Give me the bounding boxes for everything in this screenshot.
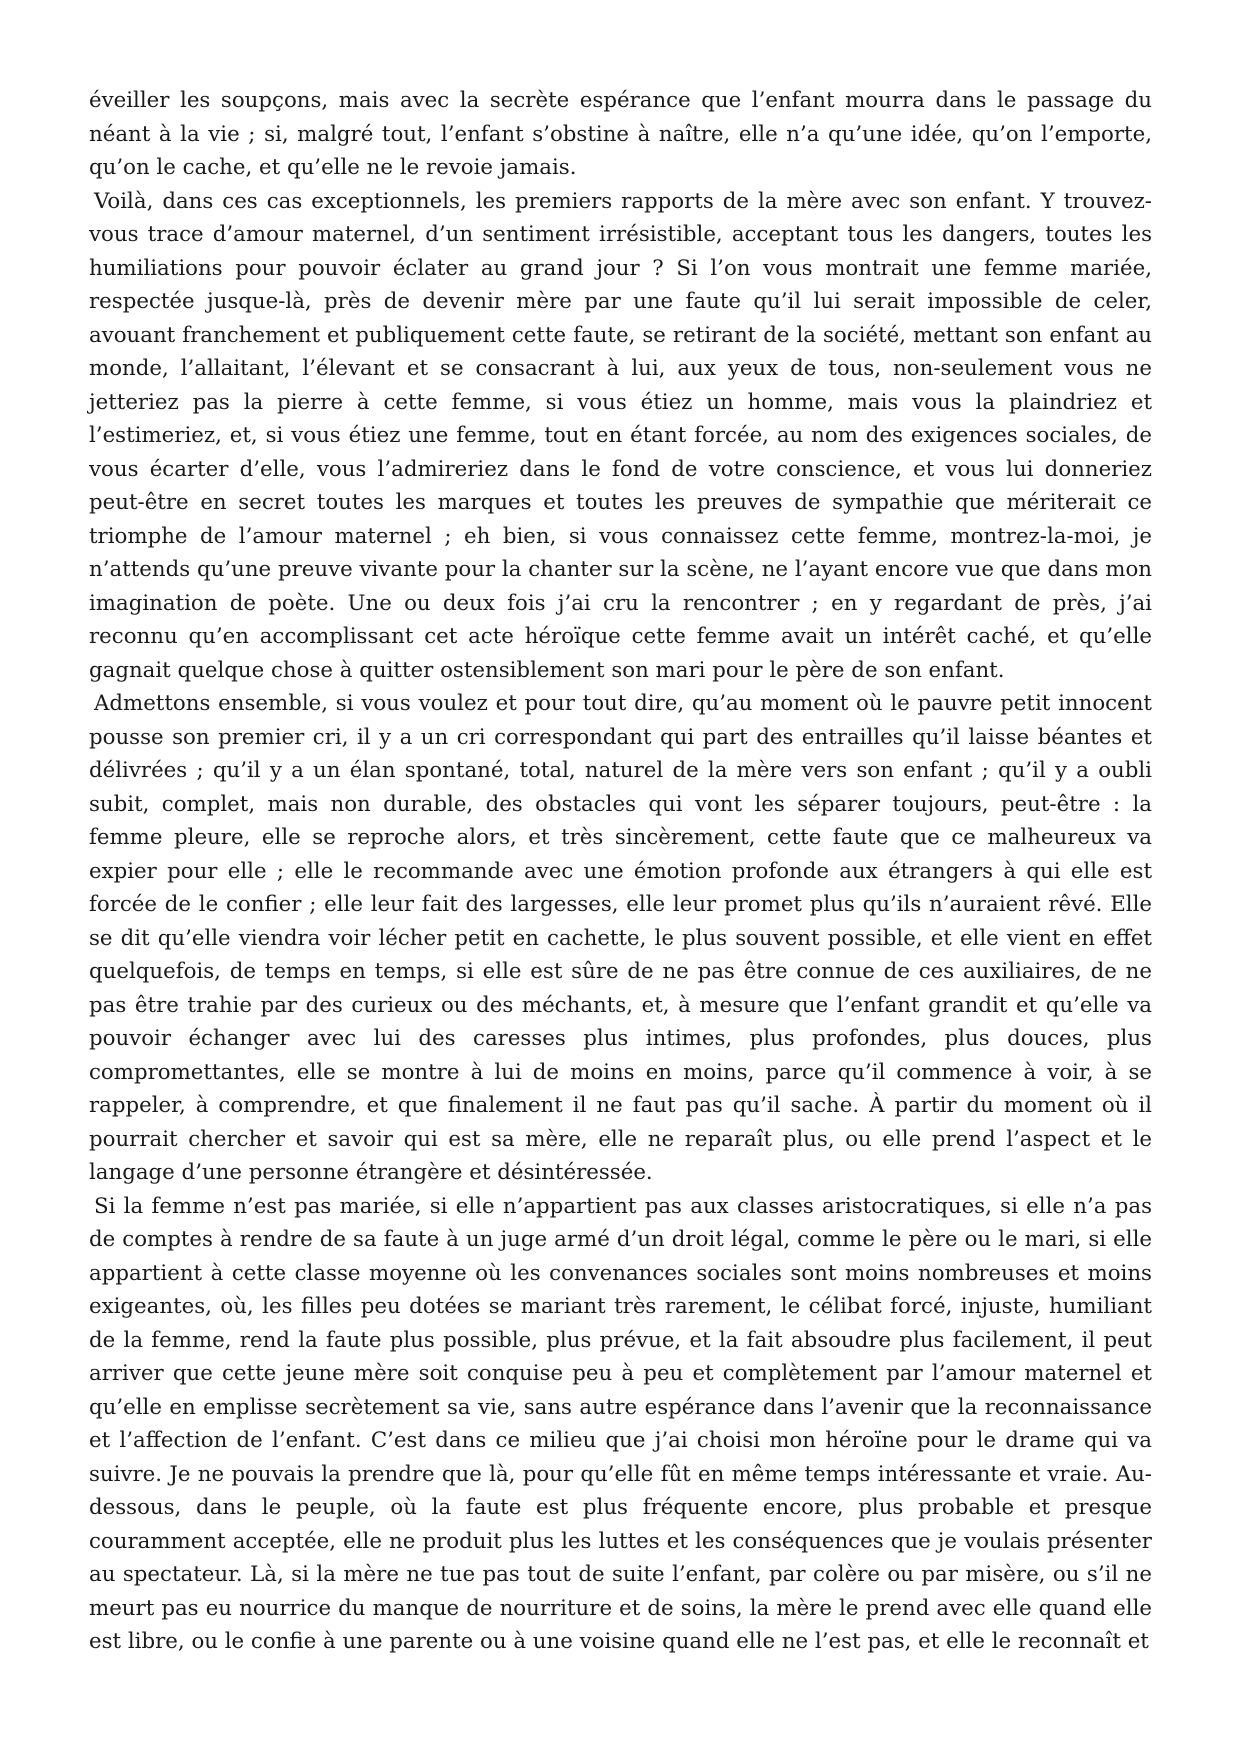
paragraph-4: Si la femme n’est pas mariée, si elle n’appartient pas aux classes aristocratiques, si elle n’a pas de comptes à rendre de sa faute à un juge armé d’un droit légal, comme le père ou le mari, si elle appartient à cette classe moyenne où les convenances sociales sont moins nombreuses et moins exigeantes, où, les filles peu dotées se mariant très rarement, le célibat forcé, injuste, humiliant de la femme, rend la faute plus possible, plus prévue, et la fait absoudre plus facilement, il peut arriver que cette jeune mère soit conquise peu à peu et complètement par l’amour maternel et qu’elle en emplisse secrètement sa vie, sans autre espérance dans l’avenir que la reconnaissance et l’affection de l’enfant. C’est dans ce milieu que j’ai choisi mon héroïne pour le drame qui va suivre. Je ne pouvais la prendre que là, pour qu’elle fût en même temps intéressante et vraie. Au-dessous, dans le peuple, où la faute est plus fréquente encore, plus probable et presque couramment acceptée, elle ne produit plus les luttes et les conséquences que je voulais présenter au spectateur. Là, si la mère ne tue pas tout de suite l’enfant, par colère ou par misère, ou s’il ne meurt pas eu nourrice du manque de nourriture et de soins, la mère le prend avec elle quand elle est libre, ou le confie à une parente ou à une voisine quand elle ne l’est pas, et elle le reconnaît et bbox=[89, 1193, 1152, 1654]
paragraph-1: éveiller les soupçons, mais avec la secrète espérance que l’enfant mourra dans le passage du néant à la vie ; si, malgré tout, l’enfant s’obstine à naître, elle n’a qu’une idée, qu’on l’emporte, qu’on le cache, et qu’elle ne le revoie jamais. bbox=[89, 88, 1152, 180]
document-page bbox=[89, 84, 1152, 1659]
paragraph-3: Admettons ensemble, si vous voulez et pour tout dire, qu’au moment où le pauvre petit innocent pousse son premier cri, il y a un cri correspondant qui part des entrailles qu’il laisse béantes et délivrées ; qu’il y a un élan spontané, total, naturel de la mère vers son enfant ; qu’il y a oubli subit, complet, mais non durable, des obstacles qui vont les séparer toujours, peut-être : la femme pleure, elle se reproche alors, et très sincèrement, cette faute que ce malheureux va expier pour elle ; elle le recommande avec une émotion profonde aux étrangers à qui elle est forcée de le confier ; elle leur fait des largesses, elle leur promet plus qu’ils n’auraient rêvé. Elle se dit qu’elle viendra voir lécher petit en cachette, le plus souvent possible, et elle vient en effet quelquefois, de temps en temps, si elle est sûre de ne pas être connue de ces auxiliaires, de ne pas être trahie par des curieux ou des méchants, et, à mesure que l’enfant grandit et qu’elle va pouvoir échanger avec lui des caresses plus intimes, plus profondes, plus douces, plus compromettantes, elle se montre à lui de moins en moins, parce qu’il commence à voir, à se rappeler, à comprendre, et que finalement il ne faut pas qu’il sache. À partir du moment où il pourrait chercher et savoir qui est sa mère, elle ne reparaît plus, ou elle prend l’aspect et le langage d’une personne étrangère et désintéressée. bbox=[89, 691, 1152, 1185]
paragraph-2: Voilà, dans ces cas exceptionnels, les premiers rapports de la mère avec son enfant. Y trouvez-vous trace d’amour maternel, d’un sentiment irrésistible, acceptant tous les dangers, toutes les humiliations pour pouvoir éclater au grand jour ? Si l’on vous montrait une femme mariée, respectée jusque-là, près de devenir mère par une faute qu’il lui serait impossible de celer, avouant franchement et publiquement cette faute, se retirant de la société, mettant son enfant au monde, l’allaitant, l’élevant et se consacrant à lui, aux yeux de tous, non-seulement vous ne jetteriez pas la pierre à cette femme, si vous étiez un homme, mais vous la plaindriez et l’estimeriez, et, si vous étiez une femme, tout en étant forcée, au nom des exigences sociales, de vous écarter d’elle, vous l’admireriez dans le fond de votre conscience, et vous lui donneriez peut-être en secret toutes les marques et toutes les preuves de sympathie que mériterait ce triomphe de l’amour maternel ; eh bien, si vous connaissez cette femme, montrez-la-moi, je n’attends qu’une preuve vivante pour la chanter sur la scène, ne l’ayant encore vue que dans mon imagination de poète. Une ou deux fois j’ai cru la rencontrer ; en y regardant de près, j’ai reconnu qu’en accomplissant cet acte héroïque cette femme avait un intérêt caché, et qu’elle gagnait quelque chose à quitter ostensiblement son mari pour le père de son enfant. bbox=[89, 188, 1152, 683]
